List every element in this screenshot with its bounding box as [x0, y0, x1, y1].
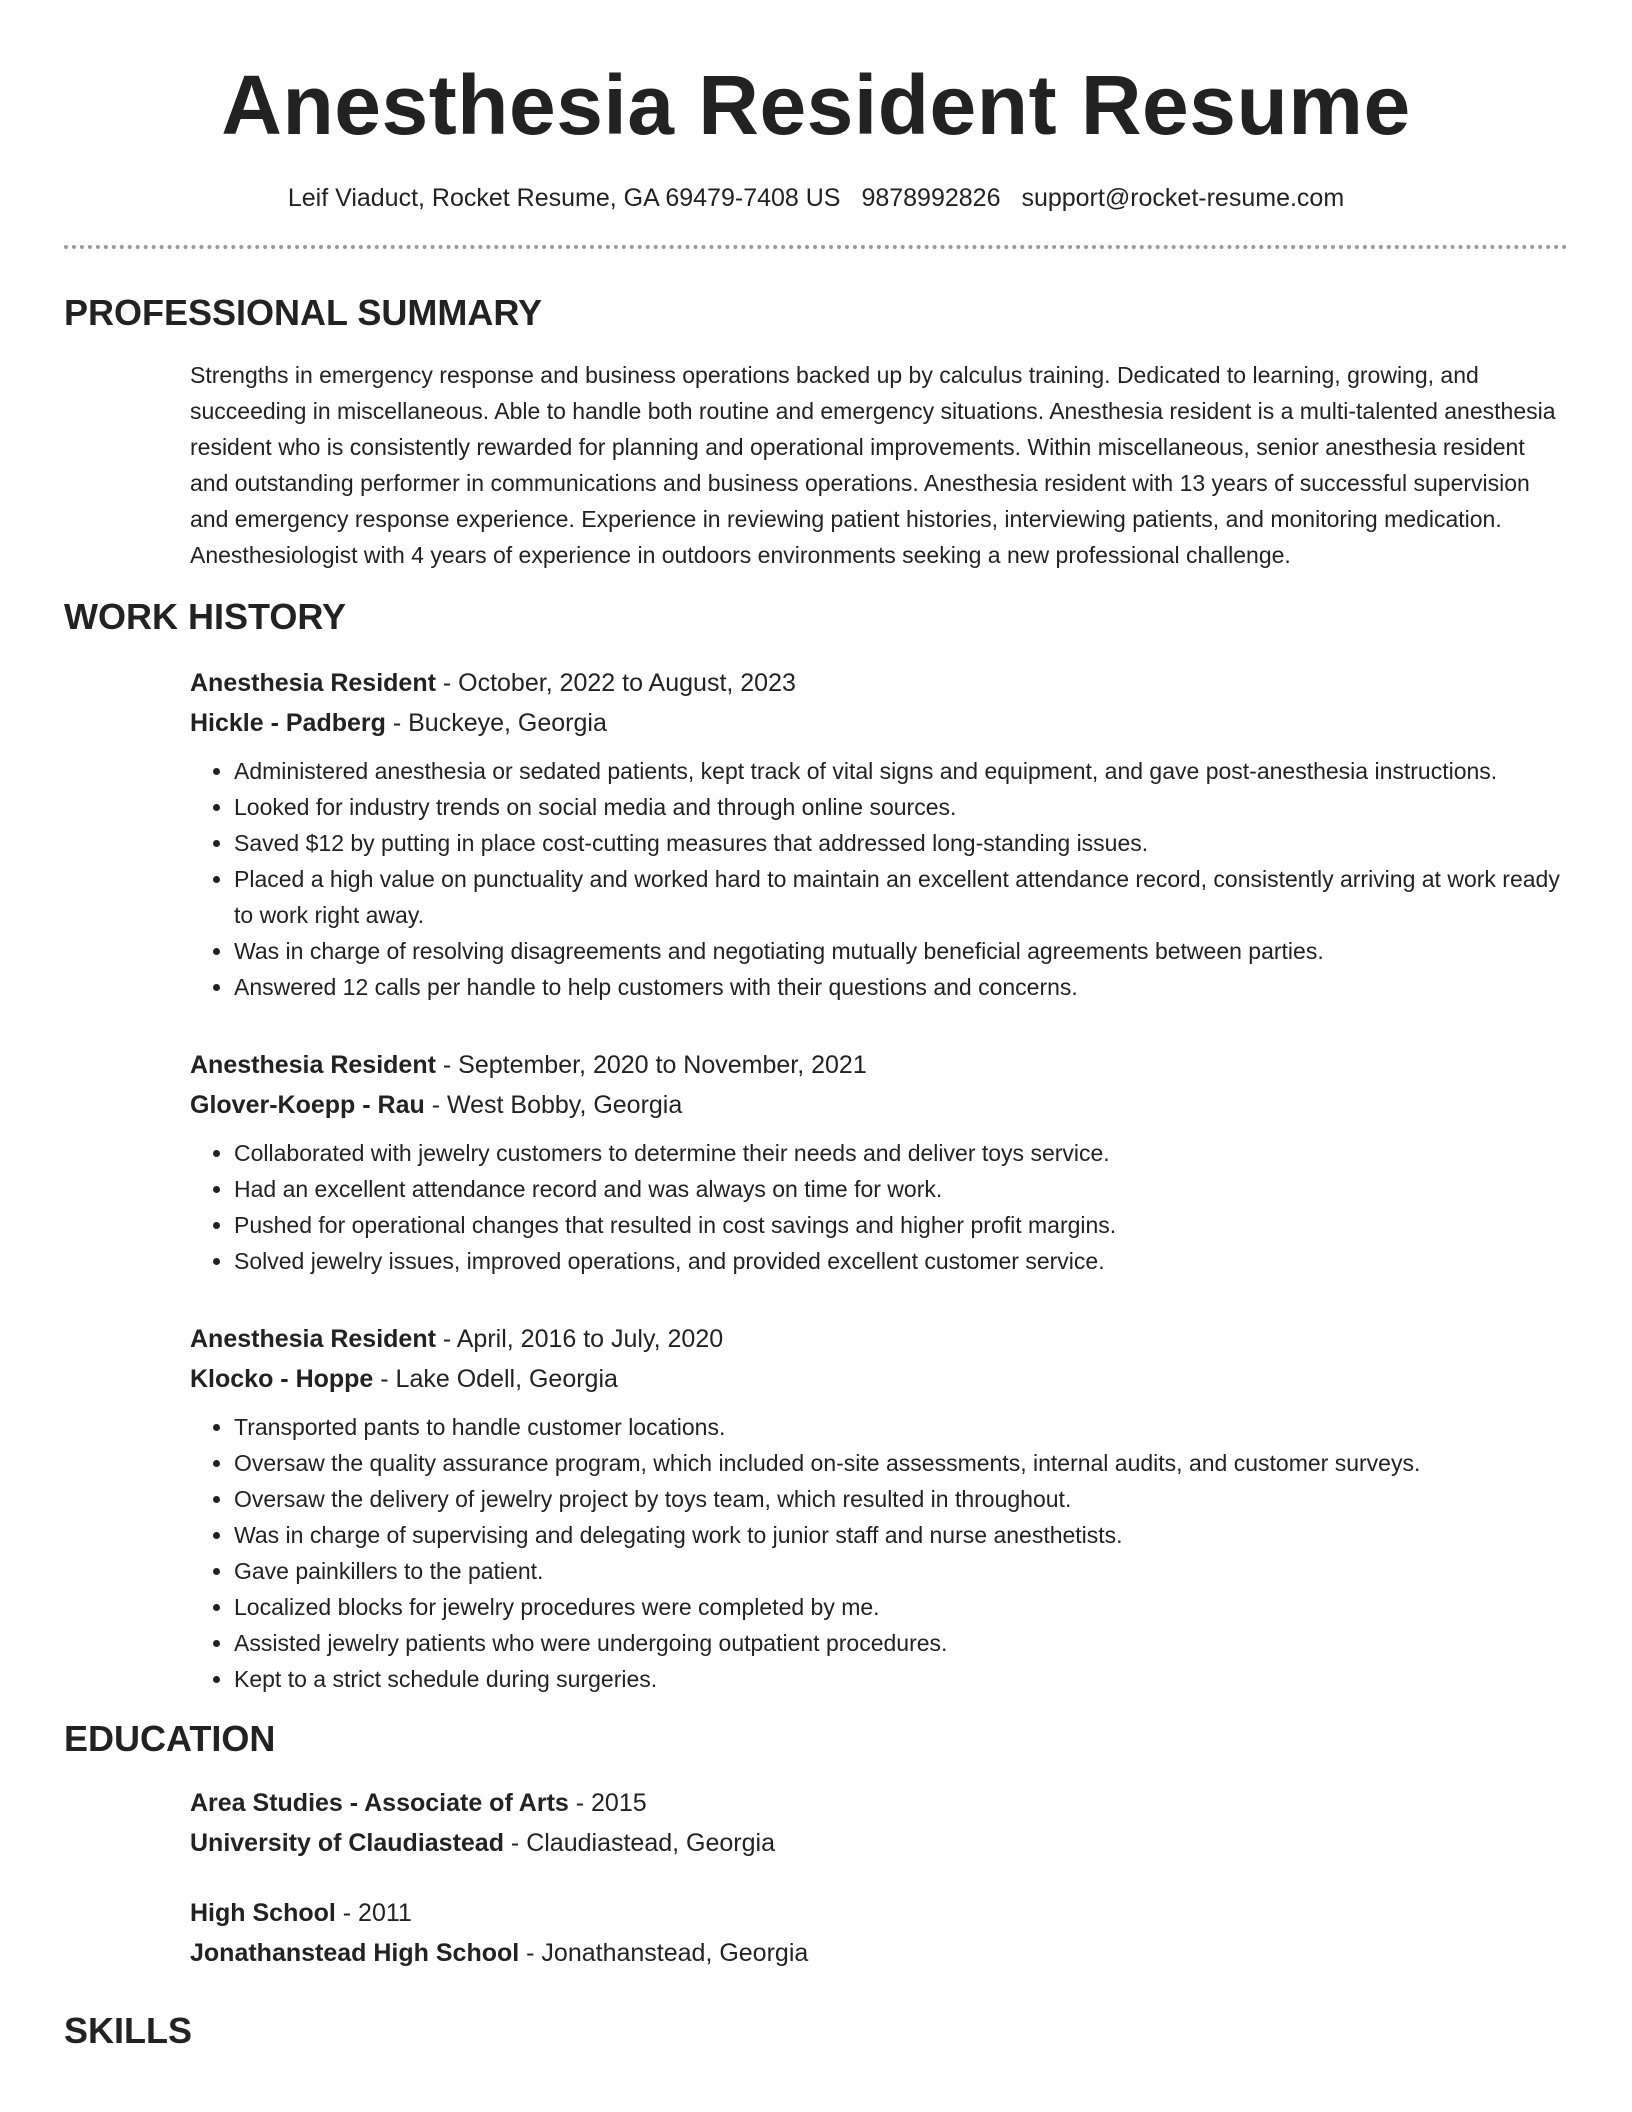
education-degree: Area Studies - Associate of Arts — [190, 1789, 569, 1817]
job-location: - Buckeye, Georgia — [385, 709, 607, 737]
skills-heading: SKILLS — [64, 2010, 193, 2051]
education-school-line — [190, 1933, 1568, 1973]
job-bullets — [190, 753, 1568, 1005]
job-company-line — [190, 1359, 1568, 1399]
job-dates: - October, 2022 to August, 2023 — [435, 669, 796, 697]
job-company: Hickle - Padberg — [190, 709, 386, 737]
job-dates: - April, 2016 to July, 2020 — [435, 1325, 724, 1353]
job-bullet: • Answered 12 calls per handle to help customers with their questions and concerns. — [234, 969, 1568, 1005]
education-degree: High School — [190, 1899, 336, 1927]
job-entry — [190, 1045, 1568, 1279]
job-bullet: • Assisted jewelry patients who were undergoing outpatient procedures. — [234, 1625, 1568, 1661]
job-bullet: • Had an excellent attendance record and was always on time for work. — [234, 1171, 1568, 1207]
summary-heading: PROFESSIONAL SUMMARY — [64, 292, 543, 333]
job-bullet: • Oversaw the delivery of jewelry project by toys team, which resulted in throughout. — [234, 1481, 1568, 1517]
job-bullet: • Solved jewelry issues, improved operations, and provided excellent customer service. — [234, 1243, 1568, 1279]
job-bullet: • Was in charge of resolving disagreements and negotiating mutually beneficial agreements between parties. — [234, 933, 1568, 969]
contact-address: Leif Viaduct, Rocket Resume, GA 69479-7408 US — [287, 184, 841, 212]
job-dates: - September, 2020 to November, 2021 — [435, 1051, 867, 1079]
job-company-line — [190, 1085, 1568, 1125]
work-history-section — [64, 595, 1568, 1697]
summary-text: Strengths in emergency response and business operations backed up by calculus training. Dedicated to learning, growing, and succeeding in miscellaneous. Able to handle both routine and emergency situations. Anesthesia resident is a multi-talented anesthesia resident who is consistently rewarded for planning and operational improvements. Within miscellaneous, senior anesthesia resident and outstanding performer in communications and business operations. Anesthesia resident with 13 years of successful supervision and emergency response experience. Experience in reviewing patient histories, interviewing patients, and monitoring medication. Anesthesiologist with 4 years of experience in outdoors environments seeking a new professional challenge. — [190, 362, 1556, 568]
contact-email: support@rocket-resume.com — [1021, 184, 1345, 212]
job-bullet: • Localized blocks for jewelry procedures were completed by me. — [234, 1589, 1568, 1625]
job-title-line — [190, 1319, 1568, 1359]
job-bullet: • Gave painkillers to the patient. — [234, 1553, 1568, 1589]
education-school: University of Claudiastead — [190, 1829, 504, 1857]
job-location: - West Bobby, Georgia — [424, 1091, 683, 1119]
job-title: Anesthesia Resident — [190, 1051, 436, 1079]
education-school-line — [190, 1823, 1568, 1863]
job-company-line — [190, 703, 1568, 743]
job-entry — [190, 1319, 1568, 1697]
resume-page — [64, 0, 1568, 2053]
resume-title: Anesthesia Resident Resume — [221, 58, 1411, 152]
job-bullet: • Looked for industry trends on social media and through online sources. — [234, 789, 1568, 825]
header-divider — [64, 245, 1568, 249]
job-title-line — [190, 1045, 1568, 1085]
education-degree-line — [190, 1783, 1568, 1823]
job-bullet: • Saved $12 by putting in place cost-cutting measures that addressed long-standing issues. — [234, 825, 1568, 861]
skills-section — [64, 2009, 1568, 2053]
contact-phone: 9878992826 — [861, 184, 1001, 212]
job-bullet: • Pushed for operational changes that resulted in cost savings and higher profit margins. — [234, 1207, 1568, 1243]
job-bullets — [190, 1135, 1568, 1279]
education-entry — [190, 1783, 1568, 1863]
job-title-line — [190, 663, 1568, 703]
education-heading: EDUCATION — [64, 1718, 276, 1759]
education-location: - Jonathanstead, Georgia — [519, 1939, 809, 1967]
job-company: Glover-Koepp - Rau — [190, 1091, 425, 1119]
work-history-heading: WORK HISTORY — [64, 596, 347, 637]
job-title: Anesthesia Resident — [190, 1325, 436, 1353]
job-bullet: • Collaborated with jewelry customers to determine their needs and deliver toys service. — [234, 1135, 1568, 1171]
summary-section — [64, 291, 1568, 573]
education-degree-line — [190, 1893, 1568, 1933]
job-company: Klocko - Hoppe — [190, 1365, 374, 1393]
education-location: - Claudiastead, Georgia — [503, 1829, 775, 1857]
education-section — [64, 1717, 1568, 1973]
job-entry — [190, 663, 1568, 1005]
job-bullet: • Placed a high value on punctuality and worked hard to maintain an excellent attendance record, consistently arriving at work ready to work right away. — [234, 861, 1568, 933]
work-history-list — [190, 663, 1568, 1697]
job-bullets — [190, 1409, 1568, 1697]
job-title: Anesthesia Resident — [190, 669, 436, 697]
job-bullet: • Oversaw the quality assurance program, which included on-site assessments, internal audits, and customer surveys. — [234, 1445, 1568, 1481]
job-bullet: • Was in charge of supervising and delegating work to junior staff and nurse anesthetists. — [234, 1517, 1568, 1553]
contact-line — [64, 181, 1568, 215]
education-year: - 2011 — [335, 1899, 412, 1927]
job-bullet: • Transported pants to handle customer locations. — [234, 1409, 1568, 1445]
job-bullet: • Administered anesthesia or sedated patients, kept track of vital signs and equipment, and gave post-anesthesia instructions. — [234, 753, 1568, 789]
education-school: Jonathanstead High School — [190, 1939, 520, 1967]
education-entry — [190, 1893, 1568, 1973]
job-bullet: • Kept to a strict schedule during surgeries. — [234, 1661, 1568, 1697]
education-list — [190, 1783, 1568, 1973]
job-location: - Lake Odell, Georgia — [373, 1365, 618, 1393]
education-year: - 2015 — [568, 1789, 647, 1817]
